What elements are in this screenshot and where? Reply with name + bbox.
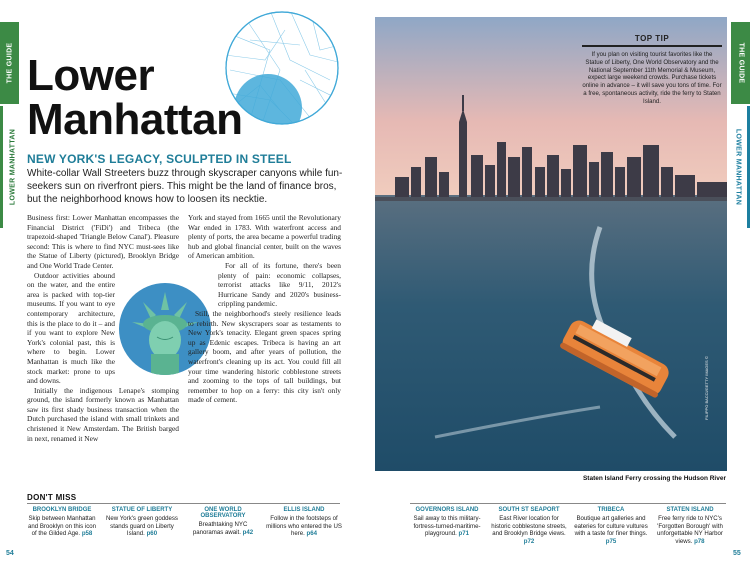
top-tip-title: TOP TIP [634,34,670,43]
dont-miss-item-south-st-seaport[interactable] [490,507,568,545]
dont-miss-desc: Follow in the footsteps of millions who entered the US here. [266,515,342,538]
dont-miss-page-link[interactable]: p75 [605,537,617,545]
right-side-tab-neighborhood-label: LOWER MANHATTAN [734,128,741,206]
dont-miss-desc: Skip between Manhattan and Brooklyn on this icon of the Gilded Age. [27,515,97,538]
dont-miss-page-link[interactable]: p42 [242,528,254,536]
dont-miss-page-link[interactable]: p78 [694,537,705,545]
dont-miss-desc: East River location for historic cobblestone streets, and Brooklyn Bridge views. [491,515,567,538]
page-subtitle: NEW YORK'S LEGACY, SCULPTED IN STEEL [27,152,292,166]
right-side-tab-guide-label: THE GUIDE [737,42,744,84]
body-paragraph: Business first: Lower Manhattan encompasses the Financial District ('FiDi') and Tribeca (the trapezoid-shaped 'Triangle Below Canal'). Pleasure second: This is where to find NYC must-sees like the Statue of Liberty (pictured), Brooklyn Bridge and One World Trade Center. [27,213,179,270]
dont-miss-desc: New York's green goddess stands guard on Liberty Island. [106,515,178,538]
dont-miss-heading: DON'T MISS [27,493,77,502]
photo-credit: FILIPPO BACCI/GETTY IMAGES © [704,356,709,420]
dont-miss-page-link[interactable]: p58 [81,530,93,538]
dont-miss-title: ONE WORLD OBSERVATORY [200,507,246,519]
dont-miss-item-tribeca[interactable] [574,507,648,545]
right-side-tab-neighborhood [728,106,750,228]
left-side-tab-guide [0,22,19,104]
dont-miss-item-statue-of-liberty[interactable] [106,507,178,538]
body-paragraph: For all of its fortune, there's been plenty of pain: economic collapses, terrorist attacks like 9/11, 2012's Hurricane Sandy and 2020's business-crippling pandemic. [218,260,341,309]
body-paragraph: York and stayed from 1665 until the Revolutionary War ended in 1783. With waterfront access and plenty of ports, the area became a powerful trading hub and global financial center, built on the waves of American ambition. [188,213,341,261]
dont-miss-page-link[interactable]: p72 [523,537,535,545]
dont-miss-divider-right [410,503,726,504]
dont-miss-desc: Sail away to this military-fortress-turned-maritime-playground. [413,515,481,538]
photo-caption: Staten Island Ferry crossing the Hudson River [582,475,726,482]
top-tip-box [582,34,722,106]
body-paragraph: Still, the neighborhood's steely resilience leads to rebirth. New skyscrapers soar as testaments to New York's tenacity. Elegant green spaces spring up as Edenic escapes. Tribeca is having an art gallery boom, and after years of pollution, the waterfront's cleaning up its act. You could fill all your time wandering historic cobblestone streets and zooming to the tops of tall buildings, but remember to hop on a ferry: this city isn't only made of cement. [188,308,341,405]
top-tip-divider [582,45,722,47]
dont-miss-item-staten-island[interactable] [652,507,728,545]
dont-miss-page-link[interactable]: p64 [306,530,318,538]
dont-miss-item-one-world-observatory[interactable] [185,507,261,536]
dont-miss-title: BROOKLYN BRIDGE [32,507,92,513]
top-tip-text: If you plan on visiting tourist favorites like the Statue of Liberty, One World Observatory and the National September 11th Memorial & Museum, expect large weekend crowds. Purchase tickets online in advance – it will save you tons of time. For a free, spontaneous activity, ride the ferry to Staten Island. [582,51,722,105]
dont-miss-item-governors-island[interactable] [410,507,484,538]
page-number-right: 55 [733,550,741,557]
dont-miss-desc: Boutique art galleries and eateries for culture vultures with a taste for finer things. [574,515,648,538]
intro-paragraph: White-collar Wall Streeters buzz through skyscraper canyons while fun-seekers sun on riverfront piers. This might be the land of finance bros, but the neighborhood knows how to loosen its necktie. [27,168,343,205]
dont-miss-title: STATEN ISLAND [666,507,714,513]
left-side-tab-neighborhood-label: LOWER MANHATTAN [9,128,16,206]
left-side-tab-guide-label: THE GUIDE [6,42,13,84]
dont-miss-title: SOUTH ST SEAPORT [498,507,560,513]
dont-miss-title: GOVERNORS ISLAND [415,507,479,513]
dont-miss-item-ellis-island[interactable] [266,507,342,538]
dont-miss-page-link[interactable]: p60 [146,530,158,538]
body-column-2 [188,213,341,405]
page-title-line2: Manhattan [27,95,243,144]
body-paragraph: Initially the indigenous Lenape's stomping ground, the island formerly known as Manhattan saw its first shady business transaction when the Dutch purchased the island with small trinkets and christened it New Amsterdam. The British barged in next, renamed it New [27,385,179,443]
body-paragraph: Outdoor activities abound on the water, and the entire area is packed with top-tier museums. If you want to eye contemporary architecture, this is the place to do it – and if you want to explore New York's colonial past, this is where to begin. Lower Manhattan is much like the stock market: prone to ups and downs. [27,270,115,386]
dont-miss-item-brooklyn-bridge[interactable] [27,507,97,538]
page-number-left: 54 [6,550,14,557]
dont-miss-page-link[interactable]: p71 [458,530,470,538]
left-side-tab-neighborhood [0,106,22,228]
dont-miss-divider-left [27,503,340,504]
right-side-tab-guide [731,22,750,104]
dont-miss-title: STATUE OF LIBERTY [111,507,173,513]
dont-miss-title: ELLIS ISLAND [283,507,325,513]
dont-miss-desc: Breathtaking NYC panoramas await. [192,521,248,536]
dont-miss-title: TRIBECA [597,507,625,513]
page-title-line1: Lower [27,51,155,100]
dont-miss-desc: Free ferry ride to NYC's 'Forgotten Borough' with unforgettable NY Harbor views. [657,515,723,545]
